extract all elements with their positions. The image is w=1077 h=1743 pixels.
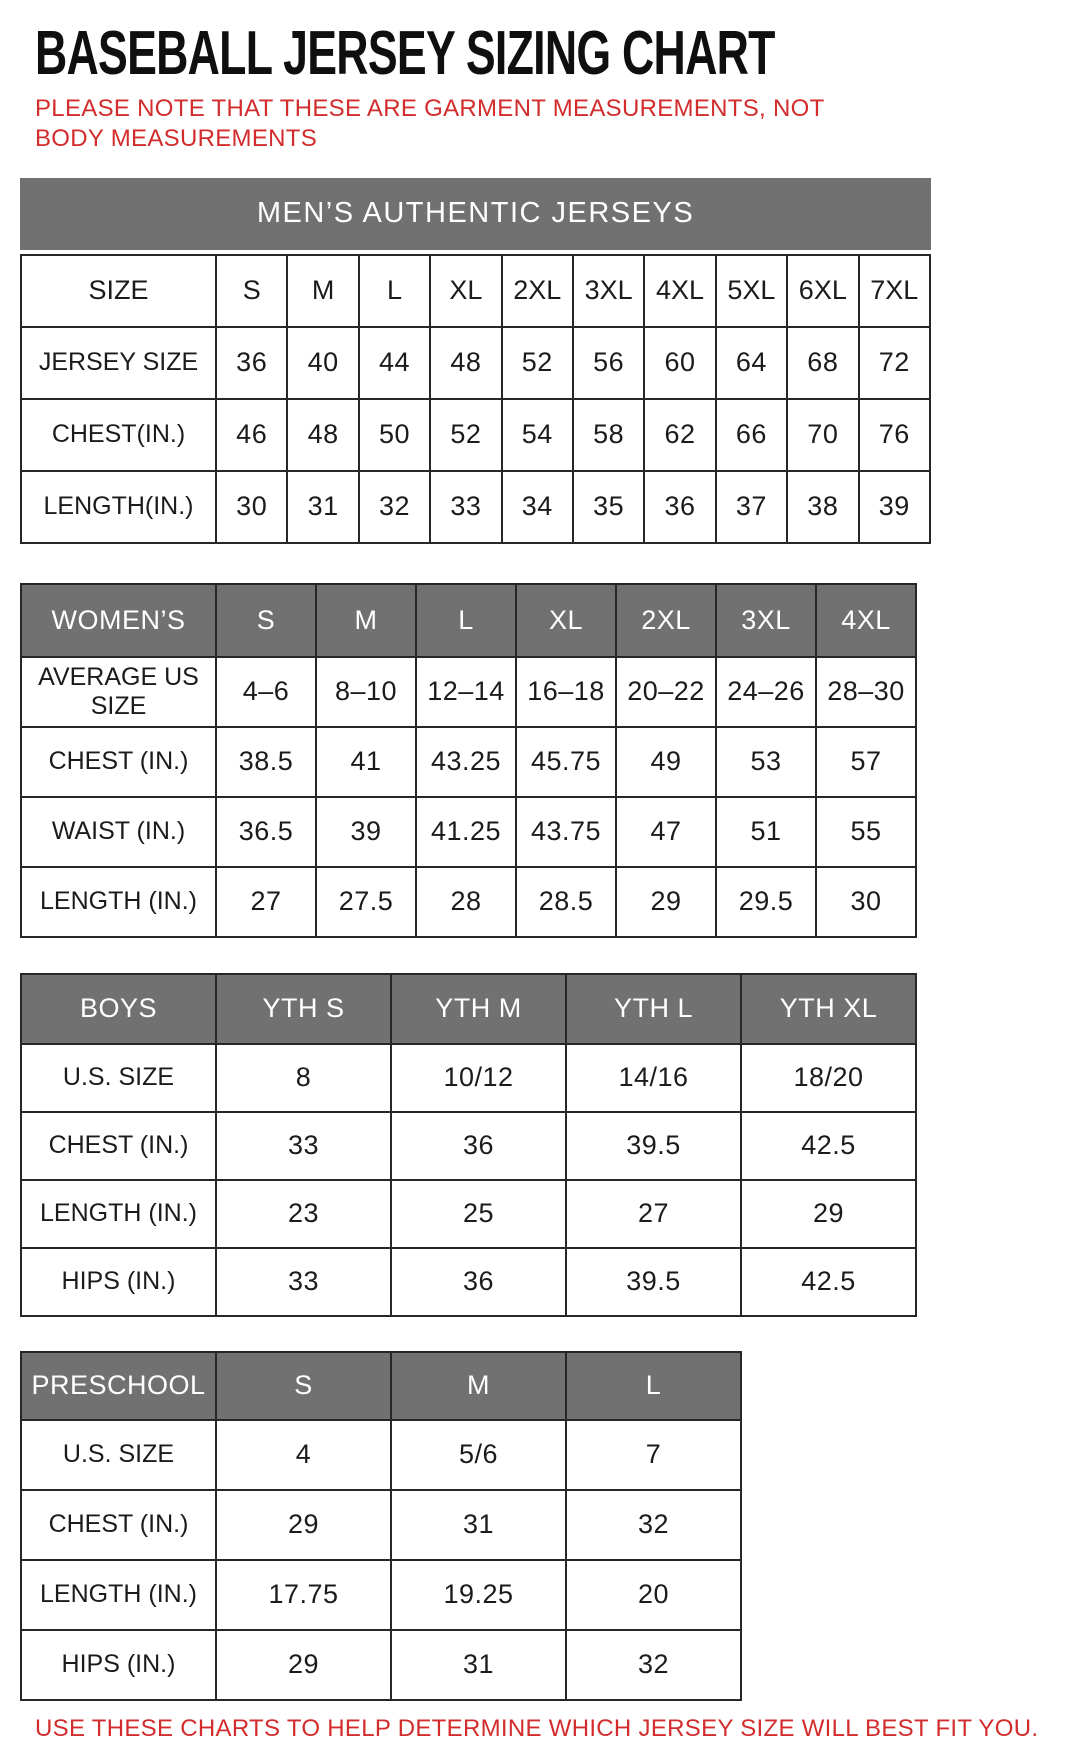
size-value: 42.5 (741, 1248, 916, 1316)
size-value: 27 (216, 867, 316, 937)
size-value: 20–22 (616, 657, 716, 727)
size-value: 48 (430, 327, 501, 399)
size-value: 12–14 (416, 657, 516, 727)
size-value: 23 (216, 1180, 391, 1248)
column-header: YTH S (216, 974, 391, 1044)
column-header: XL (516, 584, 616, 657)
womens-section (20, 583, 1077, 938)
size-value: 54 (502, 399, 573, 471)
size-value: 46 (216, 399, 287, 471)
column-header: YTH XL (741, 974, 916, 1044)
size-value: 43.25 (416, 727, 516, 797)
boys-sizing-table (20, 973, 917, 1317)
size-value: 35 (573, 471, 644, 543)
table-row (21, 727, 916, 797)
table-row (21, 1112, 916, 1180)
table-row (21, 797, 916, 867)
mens-section (20, 178, 1077, 544)
table-row (21, 1420, 741, 1490)
size-value: 44 (359, 327, 430, 399)
preschool-header-row (21, 1352, 741, 1420)
size-value: 41.25 (416, 797, 516, 867)
column-header: YTH M (391, 974, 566, 1044)
size-value: 72 (859, 327, 930, 399)
row-label: LENGTH (IN.) (21, 1560, 216, 1630)
size-value: 28–30 (816, 657, 916, 727)
womens-sizing-table (20, 583, 917, 938)
measurement-note: PLEASE NOTE THAT THESE ARE GARMENT MEASUREMENTS, NOT BODY MEASUREMENTS (35, 94, 825, 152)
size-value: 17.75 (216, 1560, 391, 1630)
size-value: 18/20 (741, 1044, 916, 1112)
size-value: 57 (816, 727, 916, 797)
size-value: 56 (573, 327, 644, 399)
size-value: 10/12 (391, 1044, 566, 1112)
table-row (21, 399, 930, 471)
column-header: M (391, 1352, 566, 1420)
row-label: LENGTH (IN.) (21, 1180, 216, 1248)
footer-note: USE THESE CHARTS TO HELP DETERMINE WHICH JERSEY SIZE WILL BEST FIT YOU. (35, 1714, 1039, 1742)
table-row (21, 1248, 916, 1316)
table-row (21, 867, 916, 937)
size-value: 4 (216, 1420, 391, 1490)
column-header: 4XL (644, 255, 715, 327)
page-title-text: BASEBALL JERSEY SIZING CHART (35, 19, 775, 88)
row-label: CHEST (IN.) (21, 1112, 216, 1180)
size-value: 30 (216, 471, 287, 543)
column-header: 7XL (859, 255, 930, 327)
column-header: S (216, 1352, 391, 1420)
size-value: 33 (216, 1248, 391, 1316)
row-label: HIPS (IN.) (21, 1630, 216, 1700)
column-header: YTH L (566, 974, 741, 1044)
size-value: 28 (416, 867, 516, 937)
size-value: 66 (716, 399, 787, 471)
row-label: U.S. SIZE (21, 1044, 216, 1112)
womens-header-row (21, 584, 916, 657)
column-header: M (287, 255, 358, 327)
size-value: 76 (859, 399, 930, 471)
size-value: 7 (566, 1420, 741, 1490)
page-title (35, 19, 1077, 88)
row-label: CHEST (IN.) (21, 727, 216, 797)
size-value: 45.75 (516, 727, 616, 797)
size-value: 47 (616, 797, 716, 867)
size-value: 38.5 (216, 727, 316, 797)
column-header: 3XL (573, 255, 644, 327)
size-value: 70 (787, 399, 858, 471)
size-value: 62 (644, 399, 715, 471)
row-label: CHEST (IN.) (21, 1490, 216, 1560)
preschool-sizing-table (20, 1351, 742, 1701)
size-value: 16–18 (516, 657, 616, 727)
size-value: 31 (391, 1490, 566, 1560)
size-value: 68 (787, 327, 858, 399)
size-value: 52 (502, 327, 573, 399)
column-header: S (216, 255, 287, 327)
size-value: 52 (430, 399, 501, 471)
size-value: 36 (644, 471, 715, 543)
size-value: 31 (391, 1630, 566, 1700)
size-value: 60 (644, 327, 715, 399)
preschool-section (20, 1351, 1077, 1701)
row-label: WAIST (IN.) (21, 797, 216, 867)
table-row (21, 657, 916, 727)
size-value: 34 (502, 471, 573, 543)
size-value: 29.5 (716, 867, 816, 937)
table-row (21, 327, 930, 399)
size-value: 49 (616, 727, 716, 797)
column-header: SIZE (21, 255, 216, 327)
column-header: BOYS (21, 974, 216, 1044)
row-label: LENGTH (IN.) (21, 867, 216, 937)
column-header: 5XL (716, 255, 787, 327)
size-value: 36.5 (216, 797, 316, 867)
size-value: 37 (716, 471, 787, 543)
sizing-tables (20, 178, 1077, 1701)
size-value: 32 (359, 471, 430, 543)
row-label: LENGTH(IN.) (21, 471, 216, 543)
size-value: 40 (287, 327, 358, 399)
size-value: 27.5 (316, 867, 416, 937)
size-value: 53 (716, 727, 816, 797)
size-value: 51 (716, 797, 816, 867)
size-value: 29 (616, 867, 716, 937)
boys-section (20, 973, 1077, 1317)
size-value: 39.5 (566, 1248, 741, 1316)
size-value: 30 (816, 867, 916, 937)
size-value: 29 (216, 1630, 391, 1700)
size-value: 32 (566, 1490, 741, 1560)
size-value: 4–6 (216, 657, 316, 727)
mens-header-row (21, 255, 930, 327)
size-value: 36 (391, 1112, 566, 1180)
column-header: 2XL (616, 584, 716, 657)
size-value: 25 (391, 1180, 566, 1248)
size-value: 58 (573, 399, 644, 471)
table-row (21, 1630, 741, 1700)
table-row (21, 1560, 741, 1630)
size-value: 29 (741, 1180, 916, 1248)
size-value: 48 (287, 399, 358, 471)
size-value: 14/16 (566, 1044, 741, 1112)
size-value: 42.5 (741, 1112, 916, 1180)
size-value: 33 (216, 1112, 391, 1180)
row-label: HIPS (IN.) (21, 1248, 216, 1316)
column-header: L (566, 1352, 741, 1420)
size-value: 20 (566, 1560, 741, 1630)
size-value: 8 (216, 1044, 391, 1112)
size-value: 43.75 (516, 797, 616, 867)
size-value: 31 (287, 471, 358, 543)
size-value: 36 (216, 327, 287, 399)
row-label: CHEST(IN.) (21, 399, 216, 471)
column-header: 4XL (816, 584, 916, 657)
column-header: S (216, 584, 316, 657)
column-header: XL (430, 255, 501, 327)
table-row (21, 1044, 916, 1112)
row-label: AVERAGE US SIZE (21, 657, 216, 727)
size-value: 36 (391, 1248, 566, 1316)
column-header: WOMEN’S (21, 584, 216, 657)
size-value: 41 (316, 727, 416, 797)
size-value: 32 (566, 1630, 741, 1700)
size-value: 27 (566, 1180, 741, 1248)
size-value: 33 (430, 471, 501, 543)
mens-sizing-table (20, 254, 931, 544)
page-header (35, 19, 1077, 154)
row-label: U.S. SIZE (21, 1420, 216, 1490)
table-row (21, 1180, 916, 1248)
size-value: 5/6 (391, 1420, 566, 1490)
size-value: 29 (216, 1490, 391, 1560)
column-header: 2XL (502, 255, 573, 327)
column-header: L (416, 584, 516, 657)
mens-banner: MEN’S AUTHENTIC JERSEYS (20, 178, 931, 250)
row-label: JERSEY SIZE (21, 327, 216, 399)
size-value: 24–26 (716, 657, 816, 727)
column-header: L (359, 255, 430, 327)
boys-header-row (21, 974, 916, 1044)
size-value: 39 (859, 471, 930, 543)
size-value: 50 (359, 399, 430, 471)
size-value: 39.5 (566, 1112, 741, 1180)
column-header: M (316, 584, 416, 657)
table-row (21, 471, 930, 543)
size-value: 55 (816, 797, 916, 867)
size-value: 19.25 (391, 1560, 566, 1630)
column-header: PRESCHOOL (21, 1352, 216, 1420)
column-header: 6XL (787, 255, 858, 327)
table-row (21, 1490, 741, 1560)
size-value: 64 (716, 327, 787, 399)
size-value: 8–10 (316, 657, 416, 727)
size-value: 39 (316, 797, 416, 867)
size-value: 28.5 (516, 867, 616, 937)
size-value: 38 (787, 471, 858, 543)
column-header: 3XL (716, 584, 816, 657)
